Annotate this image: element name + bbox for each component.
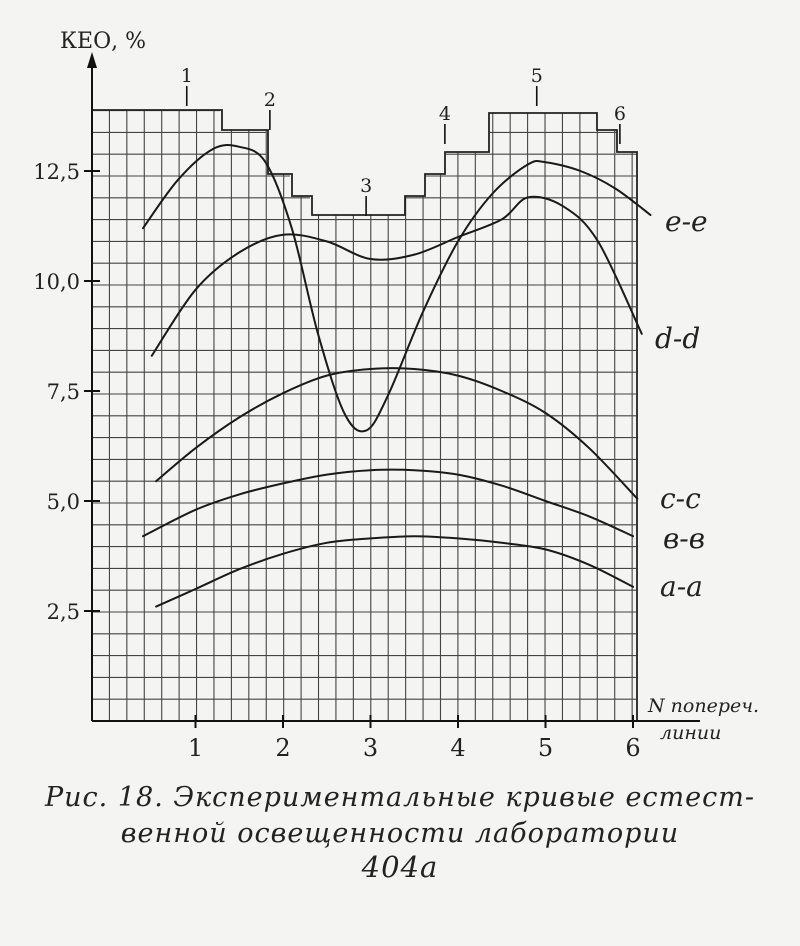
x-tick-label: 1 bbox=[187, 734, 204, 762]
series-label-е-е: е-е bbox=[665, 205, 708, 238]
axes bbox=[84, 52, 700, 728]
y-tick-label: 12,5 bbox=[33, 160, 80, 184]
series-label-a-a: a-a bbox=[660, 570, 703, 603]
top-marker-label: 2 bbox=[263, 89, 276, 111]
top-marker-label: 6 bbox=[613, 103, 626, 125]
series-label-с-с: с-с bbox=[660, 482, 701, 515]
y-axis-arrow bbox=[87, 52, 97, 68]
y-tick-label: 2,5 bbox=[46, 600, 80, 624]
caption-line-1: Рис. 18. Экспериментальные кривые естест- bbox=[45, 782, 755, 813]
series-line-е-е bbox=[143, 145, 651, 431]
top-marker-label: 3 bbox=[360, 175, 373, 197]
series-label-d-d: d-d bbox=[655, 322, 701, 355]
caption-line-3: 404а bbox=[361, 850, 439, 884]
x-axis-label-line1: N попереч. bbox=[648, 695, 760, 717]
top-marker-label: 1 bbox=[180, 65, 193, 87]
x-tick-label: 2 bbox=[275, 734, 291, 762]
x-tick-label: 5 bbox=[537, 734, 554, 762]
series-label-в-в: в-в bbox=[663, 522, 706, 555]
series-line-d-d bbox=[152, 197, 642, 356]
y-tick-label: 5,0 bbox=[46, 490, 80, 514]
y-tick-label: 7,5 bbox=[46, 380, 80, 404]
top-marker-label: 4 bbox=[438, 103, 451, 125]
series-line-с-с bbox=[156, 368, 637, 499]
x-tick-label: 6 bbox=[625, 734, 641, 762]
y-tick-label: 10,0 bbox=[33, 270, 80, 294]
x-axis-label-line2: линии bbox=[660, 722, 722, 744]
caption-line-2: венной освещенности лаборатории bbox=[120, 818, 680, 849]
top-marker-label: 5 bbox=[530, 65, 543, 87]
y-axis-label: КЕО, % bbox=[60, 29, 147, 54]
x-tick-label: 4 bbox=[450, 734, 466, 762]
x-tick-label: 3 bbox=[362, 734, 379, 762]
